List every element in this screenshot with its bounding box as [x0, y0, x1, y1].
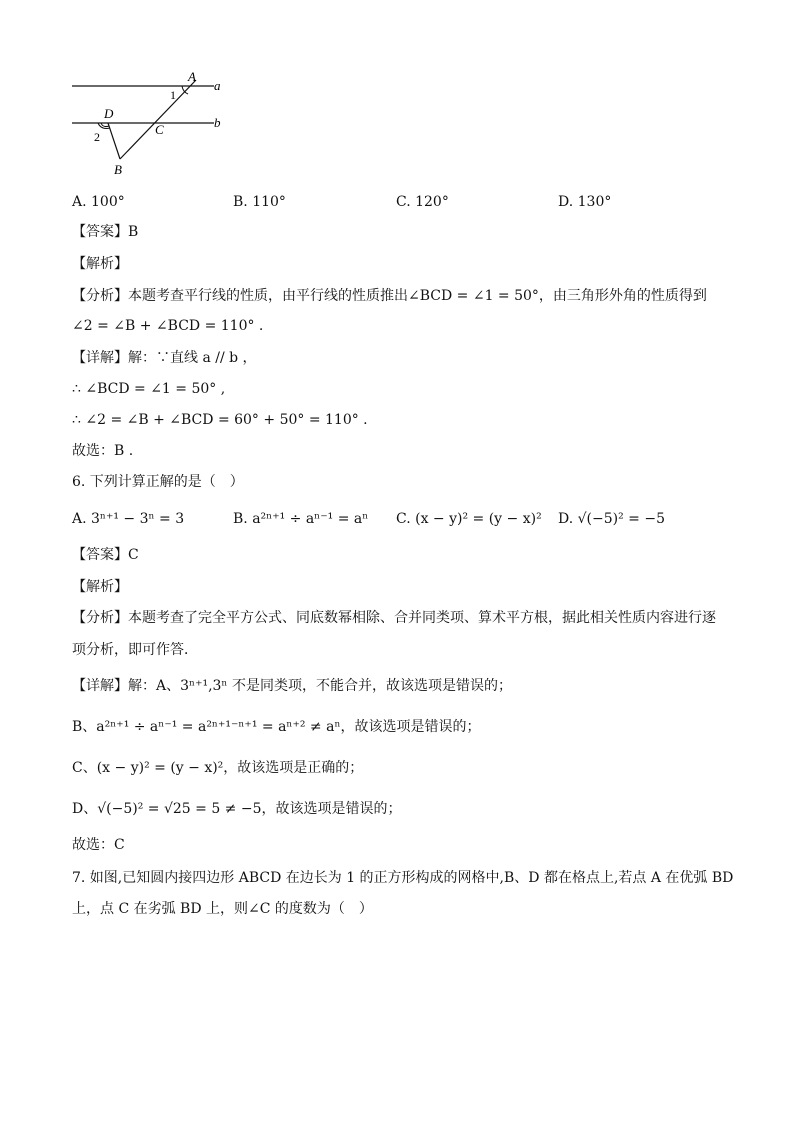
q6-option-a: A. 3ⁿ⁺¹ − 3ⁿ = 3	[72, 511, 185, 527]
q6-fenxi-line-1: 【分析】本题考查了完全平方公式、同底数幂相除、合并同类项、算术平方根，据此相关性质内容进行逐	[72, 610, 716, 626]
q6-detail-c: C、(x − y)² = (y − x)²，故该选项是正确的；	[72, 760, 364, 776]
label-A: A	[188, 69, 196, 84]
q5-fenxi-line-2: ∠2 = ∠B + ∠BCD = 110° .	[72, 318, 264, 334]
q7-stem-line-2: 上，点 C 在劣弧 BD 上，则∠C 的度数为（ ）	[72, 901, 373, 917]
q6-option-b: B. a²ⁿ⁺¹ ÷ aⁿ⁻¹ = aⁿ	[233, 511, 369, 527]
label-D: D	[104, 106, 114, 121]
q5-fenxi-line-1: 【分析】本题考查平行线的性质，由平行线的性质推出∠BCD = ∠1 = 50°，由三角形外角的性质得到	[72, 288, 707, 304]
q5-conclusion: 故选：B .	[72, 443, 134, 459]
q6-detail-a: 【详解】解：A、3ⁿ⁺¹,3ⁿ 不是同类项，不能合并，故该选项是错误的；	[72, 678, 512, 694]
q5-option-c: C. 120°	[396, 194, 449, 210]
q5-answer: 【答案】B	[72, 224, 139, 240]
q6-fenxi-line-2: 项分析，即可作答．	[72, 642, 198, 658]
q6-option-d: D. √(−5)² = −5	[558, 511, 665, 527]
q7-stem-line-1: 7. 如图,已知圆内接四边形 ABCD 在边长为 1 的正方形构成的网格中,B、D 都在格点上,若点 A 在优弧 BD	[72, 870, 734, 886]
q5-option-a: A. 100°	[72, 194, 125, 210]
q6-option-c: C. (x − y)² = (y − x)²	[396, 511, 542, 527]
label-a: a	[214, 78, 221, 93]
label-b: b	[214, 115, 221, 130]
q6-detail-d: D、√(−5)² = √25 = 5 ≠ −5，故该选项是错误的；	[72, 801, 402, 817]
q6-stem: 6. 下列计算正解的是（ ）	[72, 474, 244, 490]
label-2: 2	[94, 130, 100, 144]
parallel-lines-figure	[64, 66, 234, 186]
q6-answer: 【答案】C	[72, 547, 139, 563]
q5-option-d: D. 130°	[558, 194, 612, 210]
q5-analysis-head: 【解析】	[72, 256, 128, 272]
q5-detail-line-2: ∴ ∠BCD = ∠1 = 50° ,	[72, 381, 226, 397]
label-B: B	[114, 162, 122, 177]
q5-option-b: B. 110°	[233, 194, 286, 210]
q5-detail-line-3: ∴ ∠2 = ∠B + ∠BCD = 60° + 50° = 110° .	[72, 412, 368, 428]
q6-analysis-head: 【解析】	[72, 579, 128, 595]
q5-detail-line-1: 【详解】解：∵直线 a // b ，	[72, 350, 257, 366]
q6-conclusion: 故选：C	[72, 837, 125, 853]
label-1: 1	[170, 88, 176, 102]
label-C: C	[155, 122, 164, 137]
q6-detail-b: B、a²ⁿ⁺¹ ÷ aⁿ⁻¹ = a²ⁿ⁺¹⁻ⁿ⁺¹ = aⁿ⁺² ≠ aⁿ，故该选项是错误的；	[72, 719, 481, 735]
